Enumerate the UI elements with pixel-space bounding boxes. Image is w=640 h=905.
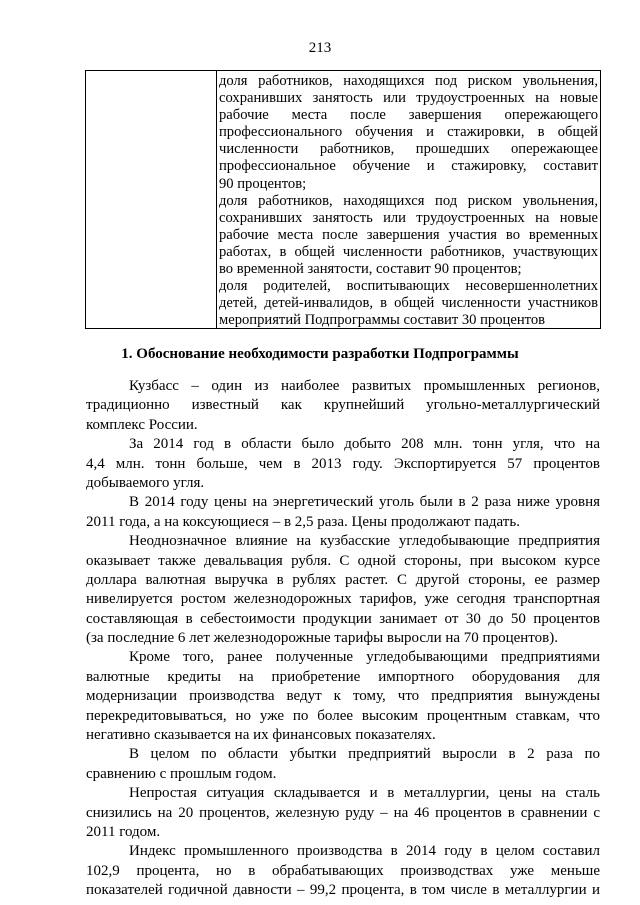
body-line: традиционно известный как крупнейший угольно-металлургический <box>86 397 600 414</box>
section-heading: 1. Обоснование необходимости разработки Подпрограммы <box>121 346 519 362</box>
table-line: детей, детей-инвалидов, в общей численности участников <box>219 295 598 312</box>
body-line: валютные кредиты на приобретение импортного оборудования для <box>86 668 600 685</box>
body-line: комплекс России. <box>86 416 198 433</box>
body-line: Индекс промышленного производства в 2014 году в целом составил <box>129 843 600 860</box>
table-right-cell <box>217 73 600 329</box>
body-line: составляющая в себестоимости продукции занимает от 30 до 50 процентов <box>86 610 600 627</box>
table-line: мероприятий Подпрограммы составит 30 процентов <box>219 312 546 329</box>
body-line: В целом по области убытки предприятий выросли в 2 раза по <box>129 746 600 763</box>
body-line: Кузбасс – один из наиболее развитых промышленных регионов, <box>129 378 600 394</box>
body-line: доллара валютная выручка в рублях растет. С другой стороны, ее размер <box>86 571 600 588</box>
body-line: Кроме того, ранее полученные угледобывающими предприятиями <box>129 649 600 666</box>
body-line: снизились на 20 процентов, железную руду – на 46 процентов в сравнении с <box>86 804 600 821</box>
page-number: 213 <box>308 40 332 56</box>
table-line: сохранивших занятость или трудоустроенных на новые <box>219 209 598 226</box>
table-left-cell <box>86 71 217 328</box>
body-line: сравнению с прошлым годом. <box>86 765 277 782</box>
table-line: численности работников, прошедших опережающее <box>219 141 598 158</box>
body-line: В 2014 году цены на энергетический уголь были в 2 раза ниже уровня <box>129 494 600 511</box>
body-line: 102,9 процента, но в обрабатывающих производствах уже меньше <box>86 862 600 879</box>
body-line: модернизации производства ведут к тому, что предприятия вынуждены <box>86 688 600 705</box>
table-line: рабочие места после завершения опережающего <box>219 107 598 124</box>
body-line: (за последние 6 лет железнодорожные тарифы выросли на 70 процентов). <box>86 630 558 647</box>
body-text <box>86 377 600 901</box>
body-line: 4,4 млн. тонн больше, чем в 2013 году. Экспортируется 57 процентов <box>86 455 600 472</box>
table-line: доля родителей, воспитывающих несовершеннолетних <box>219 278 598 295</box>
body-line: 2011 годом. <box>86 823 161 840</box>
table-line: рабочие места после завершения участия во временных <box>219 226 598 243</box>
body-line: Неоднозначное влияние на кузбасские угледобывающие предприятия <box>129 533 600 550</box>
table-line: профессионального обучения и стажировки, в общей <box>219 124 598 141</box>
body-line: добываемого угля. <box>86 474 205 491</box>
table-line: профессиональное обучение и стажировку, составит <box>219 158 598 175</box>
table-line: во временной занятости, составит 90 процентов; <box>219 261 522 278</box>
body-line: нивелируется ростом железнодорожных тарифов, уже сегодня транспортная <box>86 591 600 608</box>
table-line: 90 процентов; <box>219 175 307 192</box>
body-line: оказывает также девальвация рубля. С одной стороны, при высоком курсе <box>86 552 600 569</box>
body-line: Непростая ситуация складывается и в металлургии, цены на сталь <box>129 785 600 802</box>
body-line: негативно сказывается на их финансовых показателях. <box>86 727 436 744</box>
indicators-table <box>85 70 601 329</box>
body-line: перекредитовываться, но уже по более высоким процентным ставкам, что <box>86 707 600 724</box>
table-line: работах, в общей численности работников, участвующих <box>219 243 598 260</box>
table-line: доля работников, находящихся под риском увольнения, <box>219 73 598 89</box>
body-line: За 2014 год в области было добыто 208 млн. тонн угля, что на <box>129 436 600 453</box>
body-line: 2011 года, а на коксующиеся – в 2,5 раза. Цены продолжают падать. <box>86 513 520 530</box>
table-line: доля работников, находящихся под риском увольнения, <box>219 192 598 209</box>
body-line: показателей годичной давности – 99,2 процента, в том числе в металлургии и <box>86 882 600 899</box>
table-line: сохранивших занятость или трудоустроенных на новые <box>219 90 598 107</box>
